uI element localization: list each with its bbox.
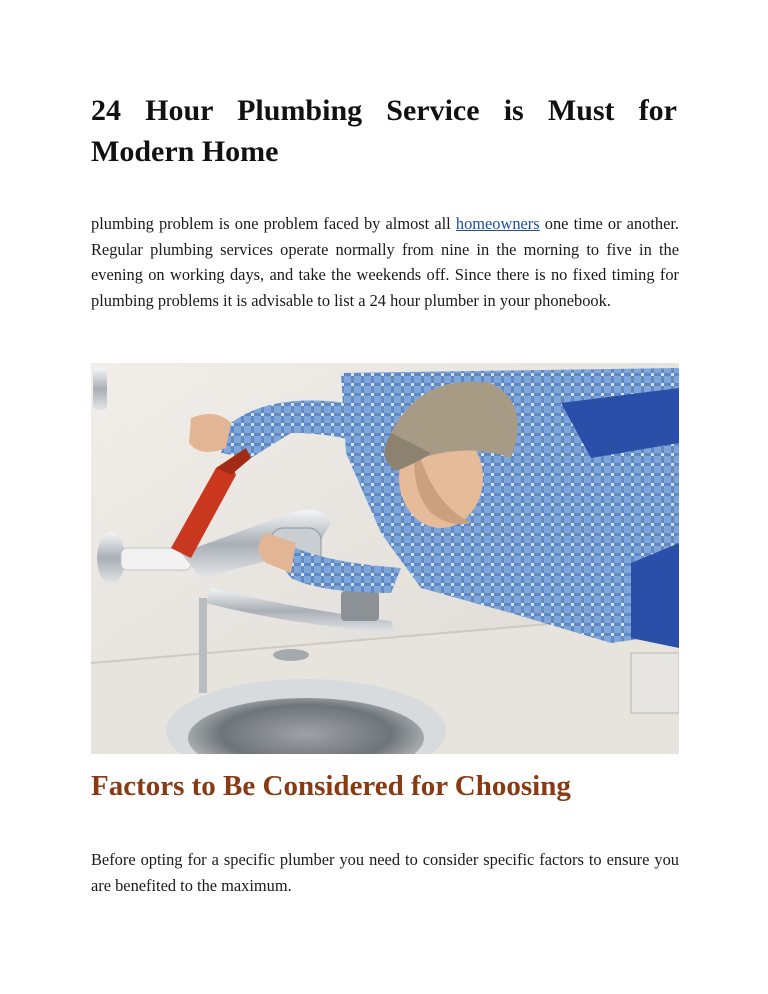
plumber-photo [91, 363, 679, 754]
section-heading: Factors to Be Considered for Choosing [91, 770, 571, 802]
wall-hook [93, 368, 107, 410]
intro-paragraph [91, 211, 679, 313]
plumber-hand-upper [189, 414, 231, 452]
section-paragraph: Before opting for a specific plumber you need to consider specific factors to ensure you are benefited to the maximum. [91, 850, 679, 895]
homeowners-link[interactable]: homeowners [455, 214, 540, 233]
article-title: 24 Hour Plumbing Service is Must for Modern Home [91, 94, 677, 168]
intro-text-before-link: plumbing problem is one problem faced by almost all [91, 214, 456, 233]
intro-text-after-link: one time or another. Regular plumbing services operate normally from nine in the morning to five in the evening on working days, and take the weekends off. Since there is no fixed timing for plumbing problems it is advisable to list a 24 hour plumber in your phonebook. [91, 214, 680, 310]
